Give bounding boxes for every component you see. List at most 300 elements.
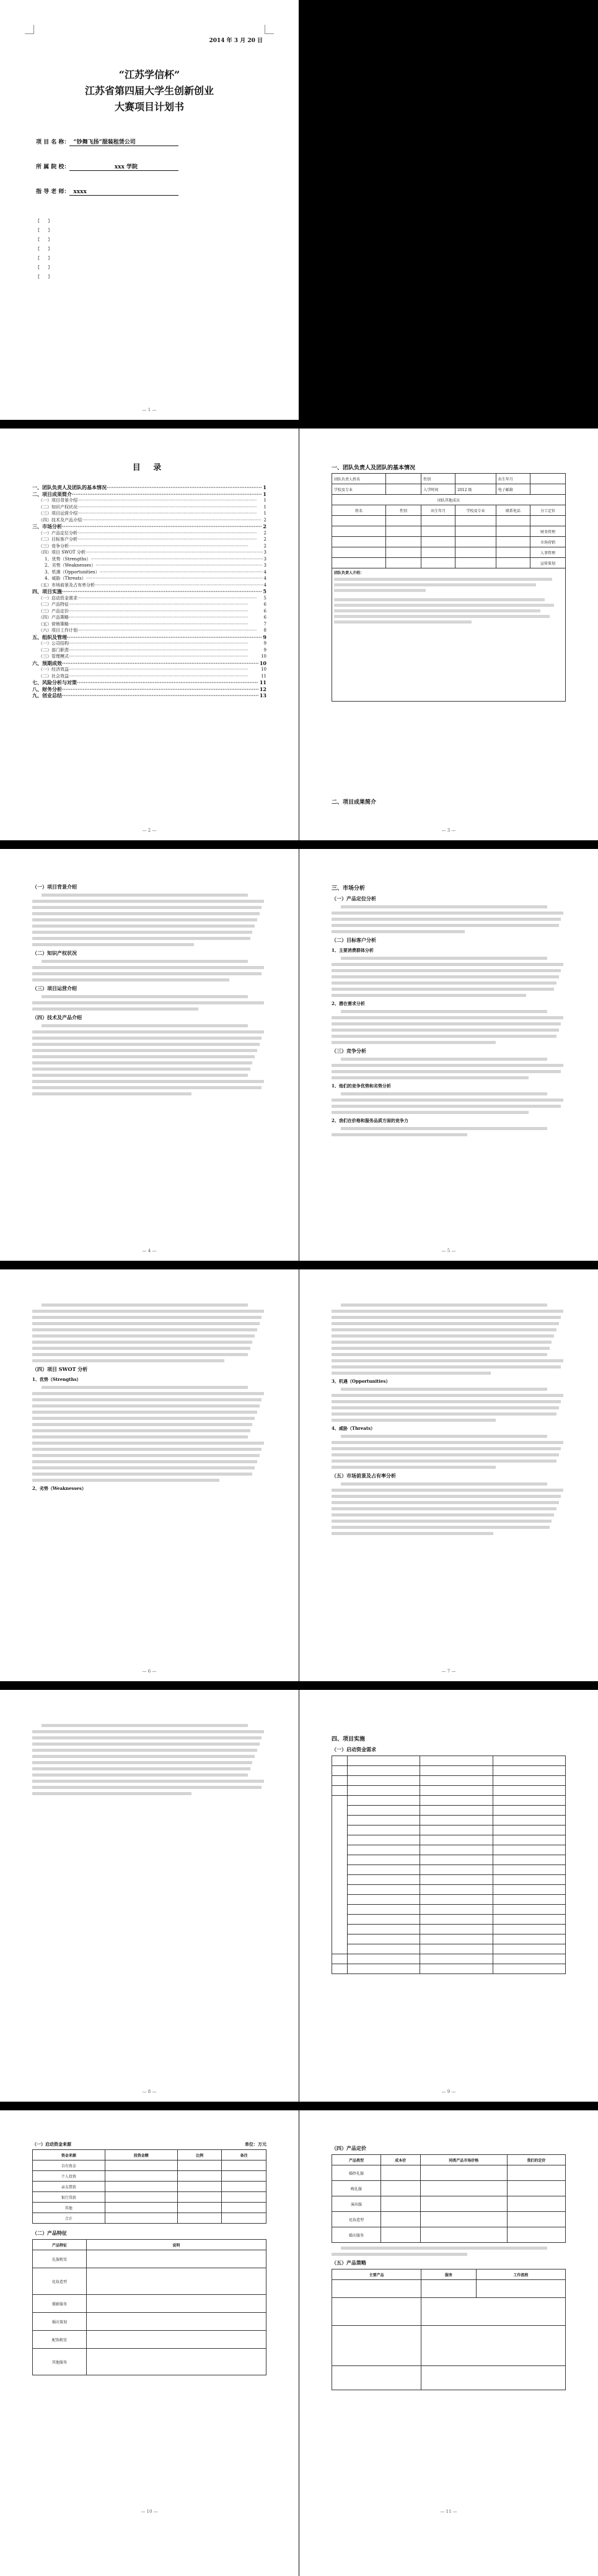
table-header-cell: 出生年月 <box>421 505 455 516</box>
toc-entry-label: （四）产品策略 <box>38 615 69 620</box>
toc-entry[interactable] <box>32 640 266 647</box>
toc-entry-page: 9 <box>263 647 266 653</box>
toc-leader <box>72 491 262 498</box>
sub-heading: 4、威胁（Threats） <box>332 1425 376 1431</box>
toc-entry-page: 4 <box>263 576 266 581</box>
toc-entry-label: 五、组织及管理 <box>32 633 67 640</box>
toc-leader <box>69 621 263 628</box>
toc-entry[interactable] <box>32 660 266 667</box>
paragraph <box>32 995 266 1011</box>
features-table <box>32 2239 266 2375</box>
sub-heading: 1、优势（Strengths） <box>32 1377 81 1382</box>
table-header-cell: 姓名 <box>332 505 386 516</box>
table-cell <box>386 474 421 484</box>
toc-entry[interactable] <box>32 484 266 491</box>
table-header-cell: 我们的定价 <box>507 2155 565 2165</box>
table-cell <box>105 2182 177 2192</box>
paragraph <box>332 2247 566 2256</box>
toc-entry-page: 9 <box>263 633 266 640</box>
table-header-cell: 学校及专业 <box>455 505 496 516</box>
table-unit: 单位：万元 <box>245 2141 266 2147</box>
table-cell: 个人投资 <box>33 2171 105 2182</box>
toc-entry-label: （二）部门职责 <box>38 647 69 653</box>
table-row <box>332 1885 566 1895</box>
table-cell <box>222 2160 266 2171</box>
paragraph <box>332 1482 566 1535</box>
section-heading: （三）竞争分析 <box>332 1048 366 1054</box>
toc-leader <box>100 569 263 576</box>
table-cell <box>177 2160 222 2171</box>
toc-entry-label: （二）产品特征 <box>38 602 69 607</box>
table-cell <box>420 2212 507 2227</box>
table-row <box>332 1786 566 1796</box>
section-heading: （一）产品定位分析 <box>332 895 376 902</box>
toc-entry[interactable] <box>32 679 266 686</box>
table-row <box>33 2331 266 2349</box>
toc-entry[interactable] <box>32 556 266 563</box>
table-cell <box>507 2227 565 2243</box>
toc-entry[interactable] <box>32 595 266 602</box>
page-number: — 10 — <box>141 2509 158 2514</box>
toc-entry-label: （四）技术及产品介绍 <box>38 517 82 523</box>
toc-entry-page: 5 <box>263 595 266 601</box>
toc-entry[interactable] <box>32 601 266 608</box>
table-row <box>33 2295 266 2313</box>
team-table <box>332 473 566 702</box>
table-row <box>332 1895 566 1905</box>
toc-leader <box>62 588 262 595</box>
table-cell: 团队其他成员 <box>332 495 566 505</box>
field-value: xxx 学院 <box>69 162 178 171</box>
toc-entry-label: （一）启动资金需求 <box>38 595 77 601</box>
table-cell: 演出服 <box>332 2196 381 2212</box>
sub-heading: 1、主要消费群体分析 <box>332 947 374 953</box>
field-label: 项 目 名 称： <box>36 139 70 146</box>
toc-entry[interactable] <box>32 523 266 530</box>
toc-leader <box>69 601 263 608</box>
table-cell <box>177 2213 222 2224</box>
table-row <box>332 526 566 537</box>
table-row <box>332 1845 566 1855</box>
toc-leader <box>62 686 258 693</box>
table-row <box>332 2227 566 2243</box>
toc-entry-page: 4 <box>263 582 266 588</box>
toc-leader <box>107 484 262 491</box>
toc-entry-label: 3、机遇（Opportunities） <box>45 569 100 575</box>
toc-leader <box>69 653 260 660</box>
table-row <box>332 1934 566 1944</box>
toc-entry-label: 一、团队负责人及团队的基本情况 <box>32 484 107 490</box>
toc-entry-label: （三）项目运营介绍 <box>38 511 77 516</box>
toc-entry-label: 七、风险分析与对策 <box>32 679 77 685</box>
table-row <box>332 1835 566 1845</box>
section-heading: （二）目标客户分析 <box>332 937 376 943</box>
toc-entry-page: 9 <box>263 641 266 646</box>
paragraph <box>32 1024 266 1095</box>
table-row <box>332 1944 566 1954</box>
toc-entry-page: 3 <box>263 556 266 562</box>
toc-entry[interactable] <box>32 536 266 543</box>
table-cell <box>222 2213 266 2224</box>
role-cell: 市场营销 <box>530 537 566 547</box>
table-cell <box>105 2203 177 2213</box>
table-cell <box>530 484 566 495</box>
page-number: — 4 — <box>142 1248 157 1253</box>
paragraph <box>332 957 566 997</box>
section-heading: （五）产品策略 <box>332 2260 366 2266</box>
table-cell: 学校及专业 <box>332 484 386 495</box>
page-number: — 9 — <box>441 2089 456 2094</box>
table-cell <box>380 2165 420 2181</box>
table-cell <box>420 2181 507 2196</box>
toc-entry-label: 四、项目实施 <box>32 588 62 594</box>
table-header-cell: 同类产品市场价格 <box>420 2155 507 2165</box>
toc-entry-page: 5 <box>263 588 266 594</box>
table-cell <box>177 2192 222 2203</box>
toc-entry-page: 2 <box>263 543 266 549</box>
toc-entry-page: 3 <box>263 563 266 568</box>
section-heading: （一）项目背景介绍 <box>32 884 77 890</box>
toc-entry-label: （一）产品定位分析 <box>38 530 77 536</box>
toc-entry-label: 2、劣势（Weaknesses） <box>45 563 96 568</box>
toc-list <box>32 484 266 699</box>
toc-entry-label: 1、优势（Strengths） <box>45 556 91 562</box>
table-cell <box>386 484 421 495</box>
table-cell <box>380 2227 420 2243</box>
page-number: — 8 — <box>142 2089 157 2094</box>
toc-entry[interactable] <box>32 491 266 498</box>
section-heading: 二、项目成果简介 <box>332 799 377 806</box>
toc-entry-label: 九、创业总结 <box>32 692 62 698</box>
table-cell <box>420 2165 507 2181</box>
toc-leader <box>62 660 258 667</box>
table-row <box>332 1796 566 1806</box>
section-heading: 一、团队负责人及团队的基本情况 <box>332 465 416 471</box>
toc-entry-label: （二）目标客户分析 <box>38 537 77 542</box>
page-team <box>299 429 598 840</box>
table-cell <box>507 2165 565 2181</box>
toc-entry-label: 三、市场分析 <box>32 523 62 529</box>
paragraph <box>332 1388 566 1422</box>
table-cell <box>507 2212 565 2227</box>
table-cell <box>222 2171 266 2182</box>
table-cell: 电子邮箱 <box>496 484 530 495</box>
section-heading: （五）市场前景及占有率分析 <box>332 1473 396 1479</box>
paragraph <box>32 1386 266 1482</box>
toc-title: 目 录 <box>132 463 167 472</box>
table-header-cell: 说明 <box>87 2240 266 2250</box>
section-heading: （四）项目 SWOT 分析 <box>32 1366 88 1372</box>
page-6 <box>0 1269 299 1681</box>
field-school <box>36 162 178 171</box>
funding-table <box>332 1756 566 1974</box>
table-row <box>332 1915 566 1925</box>
table-cell <box>507 2181 565 2196</box>
table-cell <box>105 2213 177 2224</box>
role-cell: 宣传策划 <box>530 558 566 568</box>
page-11 <box>299 2110 598 2576</box>
table-cell <box>530 474 566 484</box>
table-cell: 团队负责人姓名 <box>332 474 386 484</box>
table-header-cell: 产品类型 <box>332 2155 381 2165</box>
table-row <box>33 2160 266 2171</box>
toc-entry-page: 6 <box>263 615 266 620</box>
toc-entry-label: （五）营销策略 <box>38 621 69 627</box>
toc-entry[interactable] <box>32 653 266 660</box>
table-header-cell: 服务 <box>421 2269 476 2280</box>
table-header-cell: 分工定位 <box>530 505 566 516</box>
field-project-name <box>36 137 178 146</box>
toc-leader <box>69 640 263 647</box>
toc-leader <box>77 497 263 504</box>
tracked-changes-list: 【 】 【 】 【 】 【 】 【 】 【 】 【 】 <box>36 219 52 279</box>
toc-entry[interactable] <box>32 562 266 569</box>
toc-entry[interactable] <box>32 686 266 693</box>
toc-entry-page: 4 <box>263 569 266 575</box>
toc-entry[interactable] <box>32 575 266 582</box>
toc-entry-label: （四）项目 SWOT 分析 <box>38 550 86 555</box>
page-9 <box>299 1690 598 2102</box>
toc-entry-page: 6 <box>263 608 266 614</box>
toc-entry[interactable] <box>32 627 266 634</box>
section-heading: 四、项目实施 <box>332 1736 366 1743</box>
table-cell: 礼服租赁 <box>33 2250 87 2268</box>
toc-entry[interactable] <box>32 569 266 576</box>
section-heading: （四）技术及产品介绍 <box>32 1014 82 1020</box>
toc-entry[interactable] <box>32 530 266 537</box>
toc-entry-page: 6 <box>263 602 266 607</box>
table-cell: 其他 <box>33 2203 105 2213</box>
field-value: xxxx <box>69 189 178 196</box>
table-row <box>33 2171 266 2182</box>
table-header-cell: 主要产品 <box>332 2269 421 2280</box>
toc-entry[interactable] <box>32 608 266 615</box>
table-cell <box>222 2203 266 2213</box>
toc-entry-page: 11 <box>259 679 266 685</box>
table-cell: 出生年月 <box>496 474 530 484</box>
table-header-cell: 成本价 <box>380 2155 420 2165</box>
table-cell <box>380 2196 420 2212</box>
field-label: 所 属 院 校： <box>36 164 70 170</box>
cover-title-line: 江苏省第四届大学生创新创业 <box>84 85 214 97</box>
table-row <box>332 2155 566 2165</box>
corner-mark <box>25 25 34 34</box>
toc-entry-page: 1 <box>263 498 266 503</box>
table-header-cell: 比例 <box>177 2150 222 2160</box>
toc-entry[interactable] <box>32 634 266 641</box>
toc-entry[interactable] <box>32 621 266 628</box>
table-cell: 化妆造型 <box>33 2268 87 2295</box>
toc-entry-page: 1 <box>263 490 266 497</box>
table-row <box>332 1806 566 1816</box>
table-cell <box>105 2171 177 2182</box>
page-number: — 6 — <box>142 1669 157 1674</box>
toc-entry-page: 8 <box>263 628 266 633</box>
paragraph <box>332 1010 566 1044</box>
toc-entry[interactable] <box>32 582 266 589</box>
sub-heading: 1、他们的竞争优势和劣势分析 <box>332 1083 391 1089</box>
toc-entry-label: （一）公司结构 <box>38 641 69 646</box>
page-10 <box>0 2110 299 2576</box>
table-row <box>332 1756 566 1766</box>
toc-entry[interactable] <box>32 497 266 504</box>
table-cell: 合计 <box>33 2213 105 2224</box>
paragraph <box>332 1092 566 1114</box>
table-cell: 入学时间 <box>421 484 455 495</box>
page-number: — 2 — <box>142 828 157 833</box>
table-cell <box>105 2160 177 2171</box>
toc-entry-label: （一）经济效益 <box>38 667 69 672</box>
toc-leader <box>77 679 258 686</box>
cover-title-line: “江苏学信杯” <box>118 69 180 80</box>
toc-entry[interactable] <box>32 517 266 524</box>
table-row <box>332 1905 566 1915</box>
toc-leader <box>95 562 262 569</box>
toc-entry-label: （二）知识产权状况 <box>38 504 77 510</box>
table-header-cell: 性别 <box>386 505 421 516</box>
table-row <box>332 1816 566 1825</box>
toc-leader <box>77 510 263 517</box>
toc-entry-page: 2 <box>263 523 266 529</box>
table-cell <box>420 2196 507 2212</box>
toc-entry[interactable] <box>32 543 266 550</box>
table-cell: 晚礼服 <box>332 2181 381 2196</box>
table-cell: 自有资金 <box>33 2160 105 2171</box>
table-row <box>33 2240 266 2250</box>
toc-leader <box>82 517 263 524</box>
toc-entry[interactable] <box>32 673 266 680</box>
toc-leader <box>77 504 263 511</box>
table-row <box>33 2203 266 2213</box>
toc-entry-label: （三）产品定价 <box>38 608 69 614</box>
section-heading: （一）启动资金需求 <box>332 1746 376 1752</box>
toc-entry-label: 六、预期成效 <box>32 659 62 666</box>
role-cell <box>530 516 566 526</box>
table-cell: 2012 级 <box>455 484 496 495</box>
table-row <box>33 2313 266 2331</box>
toc-entry-page: 3 <box>263 550 266 555</box>
paragraph <box>32 1724 266 1795</box>
page-8 <box>0 1690 299 2102</box>
toc-entry-label: （三）竞争分析 <box>38 543 69 549</box>
table-row <box>332 1766 566 1776</box>
pricing-table <box>332 2154 566 2243</box>
table-cell: 配饰租赁 <box>33 2331 87 2349</box>
toc-leader <box>69 543 263 550</box>
toc-entry[interactable] <box>32 614 266 621</box>
table-header-cell: 产品特征 <box>33 2240 87 2250</box>
toc-entry-page: 2 <box>263 537 266 542</box>
table-cell: 婚庆策划 <box>33 2313 87 2331</box>
sub-heading: 2、我们在价格和服务品质方面的竞争力 <box>332 1118 408 1123</box>
table-cell <box>222 2182 266 2192</box>
table-cell <box>507 2196 565 2212</box>
cover-title <box>0 67 299 115</box>
toc-entry[interactable] <box>32 510 266 517</box>
toc-entry-page: 2 <box>263 530 266 536</box>
toc-leader <box>77 530 263 537</box>
section-heading: 三、市场分析 <box>332 886 366 892</box>
page-number: — 1 — <box>142 407 157 412</box>
paragraph <box>32 960 266 981</box>
page-5 <box>299 849 598 1261</box>
toc-entry-label: （二）社会效益 <box>38 673 69 679</box>
table-row <box>332 1925 566 1934</box>
toc-entry[interactable] <box>32 549 266 556</box>
page-number: — 3 — <box>441 828 456 833</box>
table-row <box>332 1776 566 1786</box>
toc-entry-label: （一）项目背景介绍 <box>38 498 77 503</box>
table-cell <box>105 2192 177 2203</box>
toc-leader <box>77 536 263 543</box>
corner-mark <box>265 25 274 34</box>
table-row <box>33 2268 266 2295</box>
toc-entry[interactable] <box>32 588 266 595</box>
table-cell <box>222 2192 266 2203</box>
toc-leader <box>62 523 262 530</box>
toc-leader <box>95 582 263 589</box>
table-cell: 婚纱礼服 <box>332 2165 381 2181</box>
field-advisor <box>36 187 178 196</box>
table-header-cell: 工作流程 <box>476 2269 565 2280</box>
field-label: 指 导 老 师： <box>36 189 70 195</box>
section-heading: （三）项目运营介绍 <box>32 985 77 991</box>
paragraph <box>332 905 566 933</box>
section-heading: （二）知识产权状况 <box>32 950 77 956</box>
table-cell: 化妆造型 <box>332 2212 381 2227</box>
toc-leader <box>67 634 262 641</box>
toc-entry[interactable] <box>32 692 266 699</box>
toc-entry[interactable] <box>32 504 266 511</box>
table-header-cell: 资金来源 <box>33 2150 105 2160</box>
table-header-cell: 联系电话 <box>496 505 530 516</box>
member-rows <box>332 516 566 568</box>
table-row <box>332 505 566 516</box>
toc-entry-page: 2 <box>263 517 266 523</box>
cover-title-line: 大赛项目计划书 <box>114 101 184 113</box>
toc-entry[interactable] <box>32 666 266 673</box>
toc-entry[interactable] <box>32 647 266 654</box>
toc-entry-page: 11 <box>261 673 266 679</box>
toc-entry-page: 1 <box>263 511 266 516</box>
toc-entry-page: 12 <box>259 685 266 692</box>
intro-label: 团队负责人介绍： <box>334 571 364 575</box>
toc-leader <box>69 666 260 673</box>
table-row <box>332 1865 566 1875</box>
table-row <box>332 1964 566 1974</box>
toc-leader <box>77 595 263 602</box>
paragraph <box>32 894 266 946</box>
toc-leader <box>86 575 263 582</box>
toc-entry-label: （六）项目工作计划 <box>38 628 77 633</box>
table-row <box>33 2182 266 2192</box>
table-cell <box>455 474 496 484</box>
source-table <box>32 2149 266 2224</box>
table-row <box>33 2192 266 2203</box>
toc-entry-page: 7 <box>263 621 266 627</box>
table-cell <box>380 2212 420 2227</box>
table-title: （一）启动资金来源 <box>32 2141 71 2147</box>
toc-entry-page: 13 <box>259 692 266 698</box>
page-cover <box>0 0 299 420</box>
paragraph <box>332 1058 566 1079</box>
team-intro-cell <box>332 568 566 702</box>
table-header-cell: 投资金额 <box>105 2150 177 2160</box>
toc-leader <box>62 692 258 699</box>
table-row <box>332 2212 566 2227</box>
toc-entry-page: 10 <box>259 659 266 666</box>
table-cell <box>420 2227 507 2243</box>
